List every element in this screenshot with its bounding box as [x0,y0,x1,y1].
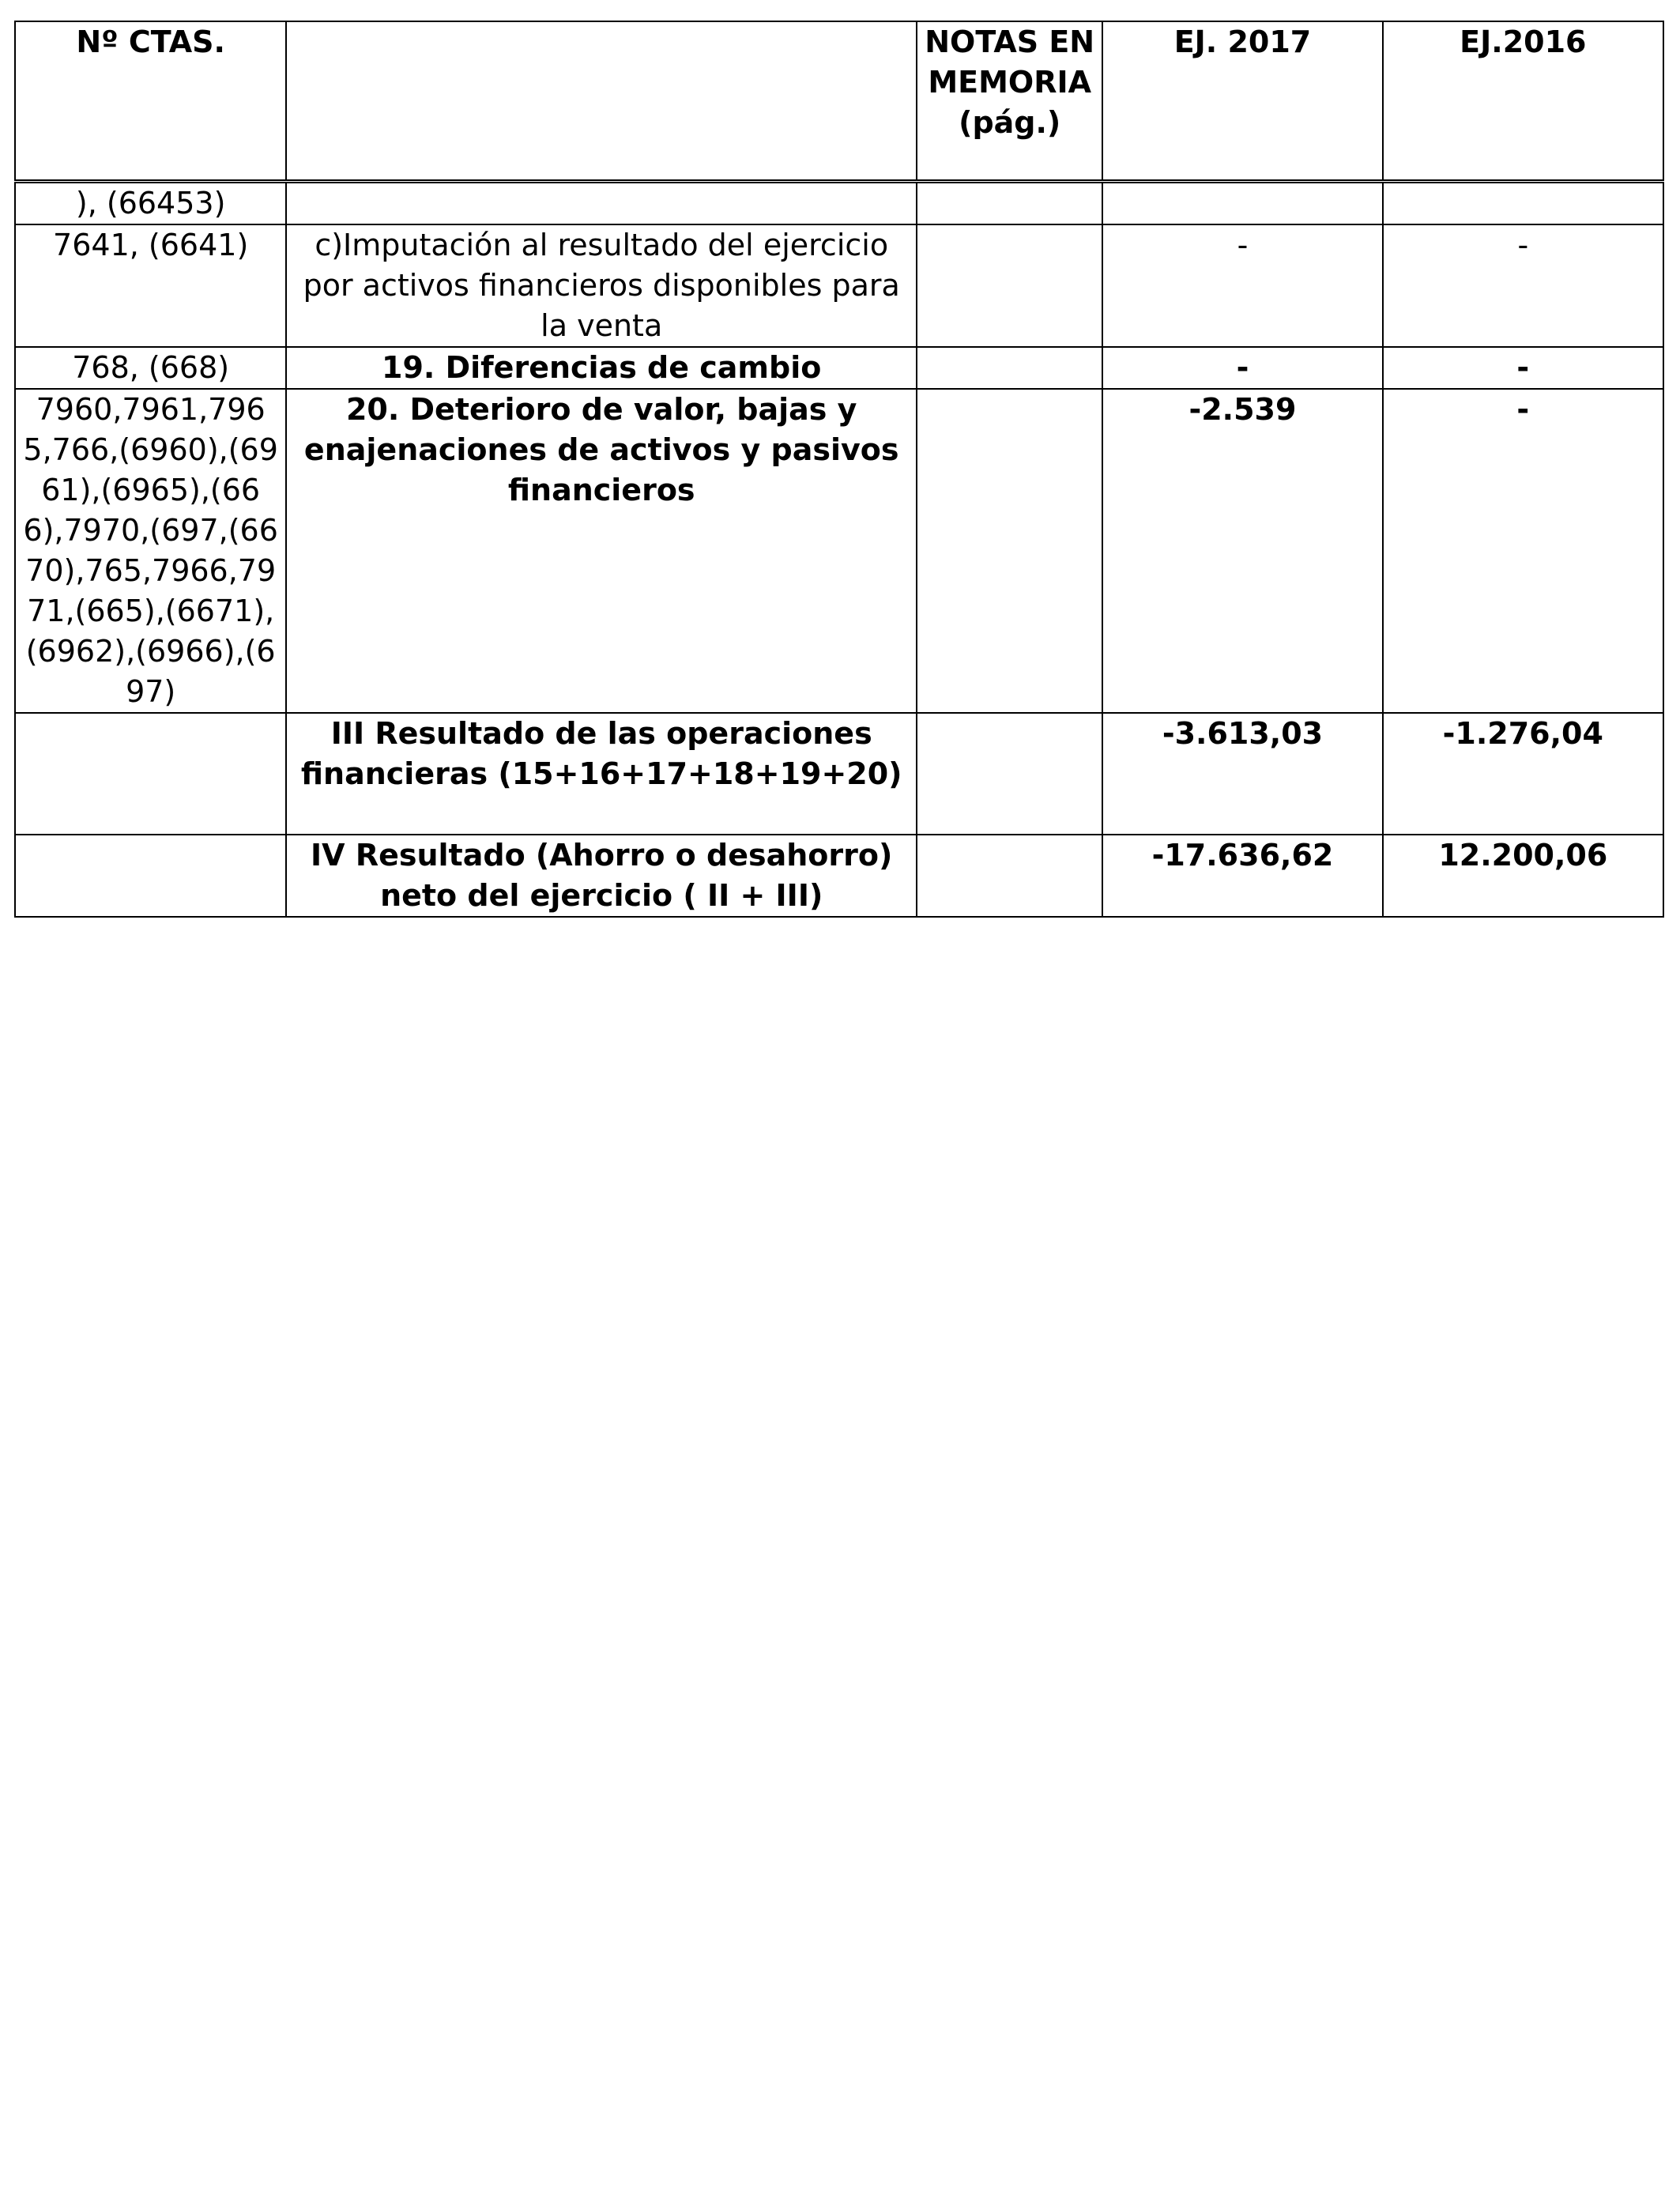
ej-2017-cell: - [1102,224,1382,347]
accounts-cell: 768, (668) [15,347,286,389]
table-row [15,835,1663,917]
financial-results-table [14,21,1664,918]
ej-2017-cell: -3.613,03 [1102,713,1382,835]
ej-2016-cell: -1.276,04 [1383,713,1663,835]
table-body [15,181,1663,917]
accounts-cell [15,713,286,835]
ej-2016-cell: 12.200,06 [1383,835,1663,917]
table-row [15,224,1663,347]
header-ej-2017: EJ. 2017 [1102,21,1382,181]
accounts-cell [15,835,286,917]
description-cell [286,181,917,224]
table-header [15,21,1663,181]
ej-2017-cell: -17.636,62 [1102,835,1382,917]
notes-cell [917,224,1102,347]
notes-cell [917,835,1102,917]
ej-2017-cell [1102,181,1382,224]
notes-cell [917,181,1102,224]
accounts-cell: ), (66453) [15,181,286,224]
table-row [15,713,1663,835]
ej-2016-cell: - [1383,224,1663,347]
description-cell: IV Resultado (Ahorro o desahorro) neto del ejercicio ( II + III) [286,835,917,917]
description-cell: 19. Diferencias de cambio [286,347,917,389]
header-notes: NOTAS EN MEMORIA (pág.) [917,21,1102,181]
table-row [15,389,1663,713]
table-row [15,347,1663,389]
ej-2016-cell: - [1383,347,1663,389]
accounts-cell: 7960,7961,7965,766,(6960),(6961),(6965),(666),7970,(697,(6670),765,7966,7971,(665),(6671),(6962),(6966),(697) [15,389,286,713]
description-cell: c)Imputación al resultado del ejercicio por activos financieros disponibles para la venta [286,224,917,347]
description-cell: III Resultado de las operaciones financieras (15+16+17+18+19+20) [286,713,917,835]
notes-cell [917,347,1102,389]
ej-2016-cell [1383,181,1663,224]
notes-cell [917,713,1102,835]
table-row [15,181,1663,224]
notes-cell [917,389,1102,713]
ej-2017-cell: - [1102,347,1382,389]
header-description [286,21,917,181]
description-cell: 20. Deterioro de valor, bajas y enajenaciones de activos y pasivos financieros [286,389,917,713]
header-ej-2016: EJ.2016 [1383,21,1663,181]
ej-2016-cell: - [1383,389,1663,713]
accounts-cell: 7641, (6641) [15,224,286,347]
header-accounts: Nº CTAS. [15,21,286,181]
ej-2017-cell: -2.539 [1102,389,1382,713]
